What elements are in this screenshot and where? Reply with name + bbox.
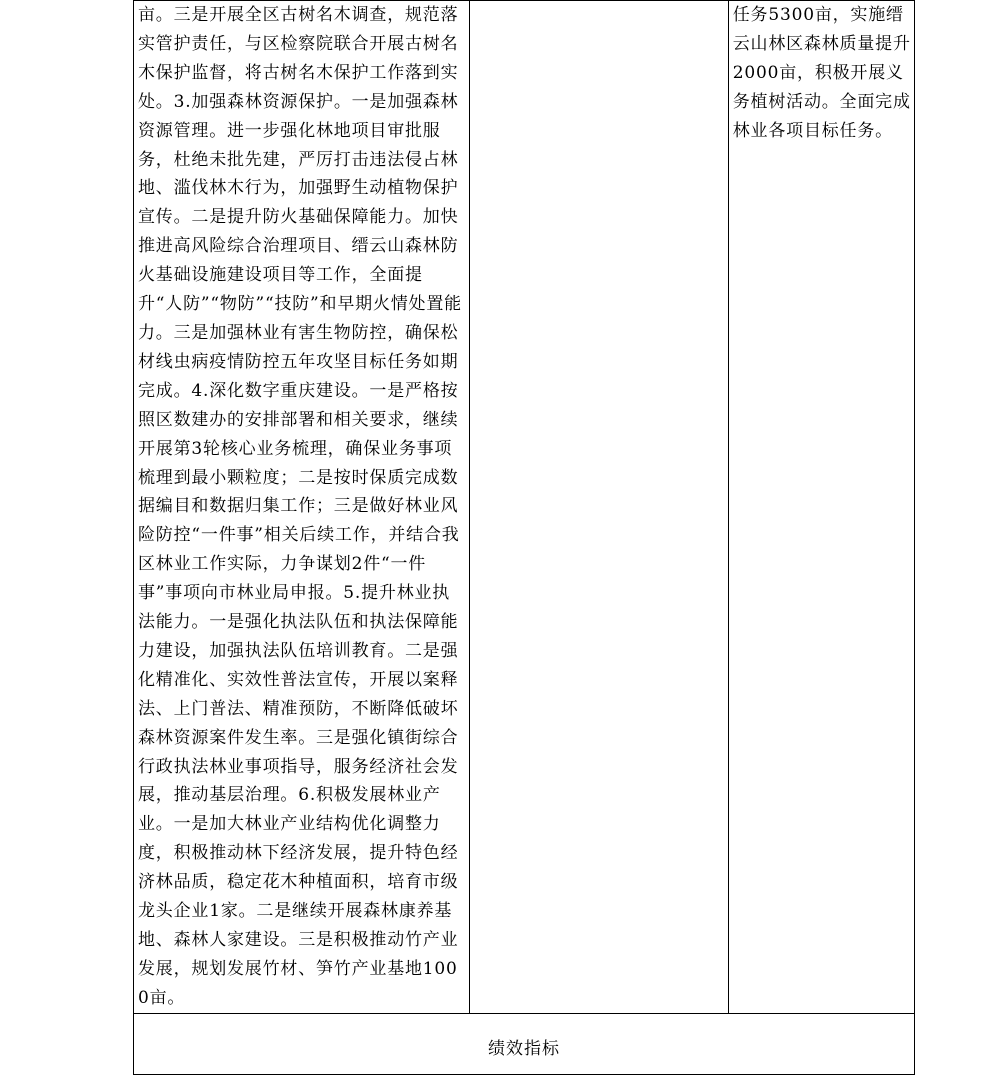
- measures-text: 亩。三是开展全区古树名木调查，规范落实管护责任，与区检察院联合开展古树名木保护监督，将古树名木保护工作落到实处。3.加强森林资源保护。一是加强森林资源管理。进一步强化林地项目审批服务，杜绝未批先建，严厉打击违法侵占林地、滥伐林木行为，加强野生动植物保护宣传。二是提升防火基础保障能力。加快推进高风险综合治理项目、缙云山森林防火基础设施建设项目等工作，全面提升“人防”“物防”“技防”和早期火情处置能力。三是加强林业有害生物防控，确保松材线虫病疫情防控五年攻坚目标任务如期完成。4.深化数字重庆建设。一是严格按照区数建办的安排部署和相关要求，继续开展第3轮核心业务梳理，确保业务事项梳理到最小颗粒度；二是按时保质完成数据编目和数据归集工作；三是做好林业风险防控“一件事”相关后续工作，并结合我区林业工作实际，力争谋划2件“一件事”事项向市林业局申报。5.提升林业执法能力。一是强化执法队伍和执法保障能力建设，加强执法队伍培训教育。二是强化精准化、实效性普法宣传，开展以案释法、上门普法、精准预防，不断降低破坏森林资源案件发生率。三是强化镇街综合行政执法林业事项指导，服务经济社会发展，推动基层治理。6.积极发展林业产业。一是加大林业产业结构优化调整力度，积极推动林下经济发展，提升特色经济林品质，稳定花木种植面积，培育市级龙头企业1家。二是继续开展森林康养基地、森林人家建设。三是积极推动竹产业发展，规划发展竹材、笋竹产业基地1000亩。: [138, 5, 462, 1008]
- table-cell-measures: [134, 1, 470, 1014]
- performance-indicators-label: 绩效指标: [488, 1039, 560, 1060]
- document-table: [133, 0, 915, 1075]
- targets-text: 任务5300亩，实施缙云山林区森林质量提升2000亩，积极开展义务植树活动。全面完成林业各项目标任务。: [732, 5, 911, 141]
- table-row: [134, 1013, 915, 1074]
- table-cell-performance-header: [134, 1013, 915, 1074]
- table-cell-targets: [728, 1, 914, 1014]
- table-cell-empty: [470, 1, 728, 1014]
- table-row: [134, 1, 915, 1014]
